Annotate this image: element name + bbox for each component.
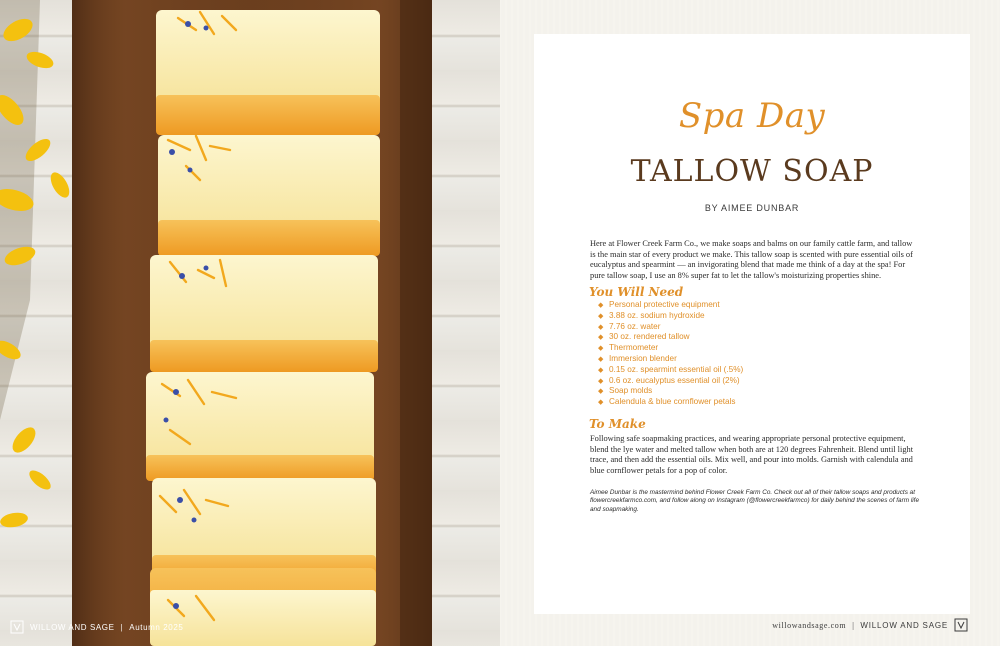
bullet-icon: ◆ bbox=[598, 302, 604, 309]
soap-bar bbox=[158, 135, 380, 256]
instructions-text: Following safe soapmaking practices, and wearing appropriate personal protective equipment, blend the lye water and melted tallow when both are at 120 degrees Fahrenheit. Blend until light trace, and then add the essential oils. Mix well, and pour into molds. Garnish with calendula and blue cornflower petals for a pop of color. bbox=[590, 434, 914, 476]
bullet-icon: ◆ bbox=[598, 323, 604, 331]
list-item: ◆ Immersion blender bbox=[598, 353, 677, 363]
bullet-icon: ◆ bbox=[598, 377, 604, 385]
list-item: ◆ 7.76 oz. water bbox=[598, 321, 661, 331]
footer-separator: | bbox=[120, 622, 124, 632]
bullet-icon: ◆ bbox=[598, 345, 604, 353]
to-make-heading: To Make bbox=[589, 417, 646, 431]
footer-separator: | bbox=[852, 620, 855, 630]
bullet-icon: ◆ bbox=[598, 355, 604, 363]
right-footer bbox=[772, 618, 968, 632]
footer-brand: WILLOW AND SAGE bbox=[30, 622, 115, 632]
right-page bbox=[500, 0, 1000, 646]
bullet-icon: ◆ bbox=[598, 388, 604, 396]
list-item: ◆ 30 oz. rendered tallow bbox=[598, 332, 690, 342]
list-item: ◆ 0.6 oz. eucalyptus essential oil (2%) bbox=[598, 375, 740, 385]
article-title: TALLOW SOAP bbox=[630, 154, 874, 189]
footer-url: willowandsage.com bbox=[772, 620, 847, 630]
willow-sage-logo-icon bbox=[10, 620, 24, 634]
soap-bar bbox=[150, 568, 376, 646]
list-item: ◆ Thermometer bbox=[598, 343, 659, 353]
bullet-icon: ◆ bbox=[598, 312, 604, 320]
footer-brand: WILLOW AND SAGE bbox=[860, 620, 948, 630]
list-item: ◆ Personal protective equipment bbox=[598, 300, 720, 309]
soap-bar bbox=[146, 372, 374, 481]
list-item: ◆ Soap molds bbox=[598, 386, 653, 396]
soap-bar bbox=[156, 10, 380, 135]
ingredients-list bbox=[598, 300, 743, 408]
article-title-script: Spa Day bbox=[678, 96, 826, 136]
article-intro: Here at Flower Creek Farm Co., we make soaps and balms on our family cattle farm, and tallow is the main star of every product we make. This tallow soap is scented with pure essential oils of eucalyptus and spearmint — an invigorating blend that made me think of a day at the spa! For pure tallow soap, I use an 8% super fat to let the tallow's moisturizing properties shine. bbox=[590, 239, 913, 281]
author-bio: Aimee Dunbar is the mastermind behind Flower Creek Farm Co. Check out all of their tallow soaps and products at flowercreekfarmco.com, and follow along on Instagram (@flowercreekfarmco) for daily behind the scenes of farm life and soapmaking. bbox=[590, 489, 919, 513]
bullet-icon: ◆ bbox=[598, 366, 604, 374]
soap-bar bbox=[150, 255, 378, 372]
article-byline: BY AIMEE DUNBAR bbox=[704, 203, 800, 213]
article-card bbox=[534, 34, 970, 614]
willow-sage-logo-icon bbox=[954, 618, 968, 632]
you-will-need-heading: You Will Need bbox=[589, 285, 684, 299]
list-item: ◆ Calendula & blue cornflower petals bbox=[598, 397, 736, 407]
list-item: ◆ 3.88 oz. sodium hydroxide bbox=[598, 310, 705, 320]
list-item: ◆ 0.15 oz. spearmint essential oil (.5%) bbox=[598, 364, 744, 374]
bullet-icon: ◆ bbox=[598, 399, 604, 407]
yellow-flowers bbox=[0, 0, 73, 529]
footer-issue: Autumn 2025 bbox=[129, 622, 184, 632]
bullet-icon: ◆ bbox=[598, 334, 604, 342]
left-footer bbox=[10, 620, 183, 634]
